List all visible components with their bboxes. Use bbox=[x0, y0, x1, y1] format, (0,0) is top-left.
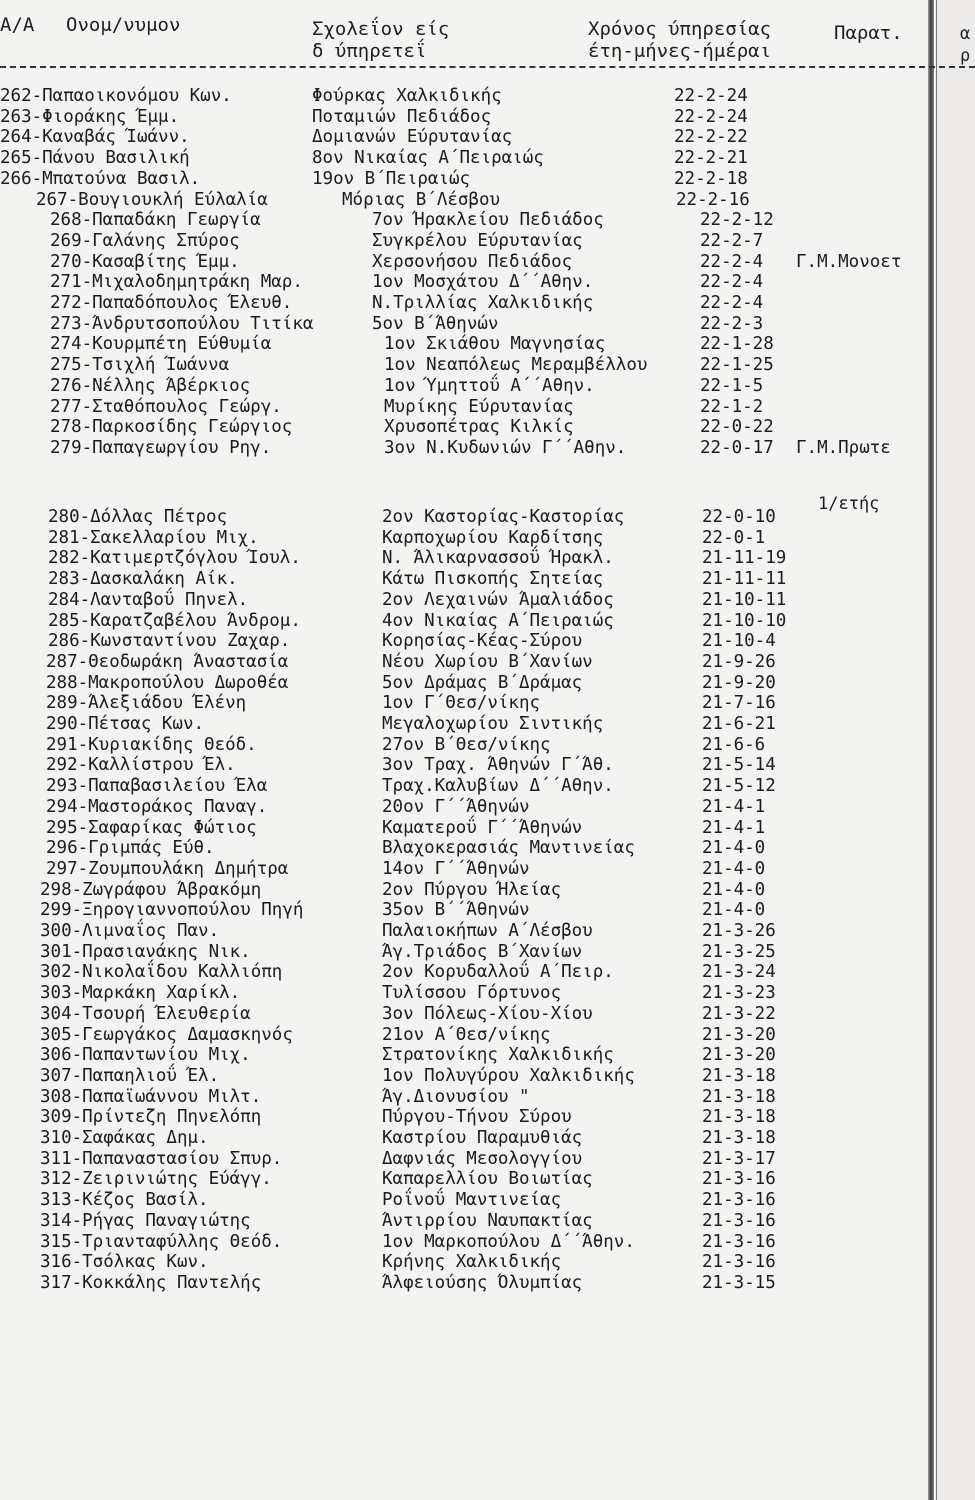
table-row bbox=[0, 210, 930, 231]
row-name: 294-Μαστοράκος Παναγ. bbox=[46, 796, 268, 817]
table-row bbox=[0, 417, 930, 438]
row-school: Ποταμιών Πεδιάδος bbox=[312, 106, 492, 127]
row-service: 21-3-20 bbox=[702, 1045, 776, 1066]
side-note: 1/ετής bbox=[818, 494, 880, 514]
row-service: 21-3-18 bbox=[702, 1065, 776, 1086]
row-service: 21-5-14 bbox=[702, 755, 776, 776]
row-school: Τυλίσσου Γόρτυνος bbox=[382, 983, 562, 1004]
row-remark: Γ.Μ.Πρωτε bbox=[796, 437, 891, 458]
row-name: 271-Μιχαλοδημητράκη Μαρ. bbox=[50, 272, 303, 293]
row-service: 22-2-18 bbox=[674, 168, 748, 189]
row-name: 284-Λανταβοΰ Πηνελ. bbox=[48, 589, 249, 610]
row-service: 21-10-11 bbox=[702, 589, 787, 610]
row-name: 270-Κασαβίτης Έμμ. bbox=[50, 251, 240, 272]
table-row bbox=[0, 590, 930, 611]
row-name: 287-Θεοδωράκη Άναστασία bbox=[46, 651, 289, 672]
row-name: 282-Κατιμερτζόγλου Ίουλ. bbox=[48, 548, 301, 569]
row-school: 1ον Μοσχάτου Δ΄΄Αθην. bbox=[372, 272, 594, 293]
row-name: 273-Άνδρυτσοπούλου Τιτίκα bbox=[50, 313, 314, 334]
table-row bbox=[0, 921, 930, 942]
row-name: 267-Βουγιουκλή Εύλαλία bbox=[36, 189, 268, 210]
row-name: 288-Μακροπούλου Δωροθέα bbox=[46, 672, 289, 693]
table-row bbox=[0, 1273, 930, 1294]
row-service: 21-3-15 bbox=[702, 1272, 776, 1293]
table-row bbox=[0, 1004, 930, 1025]
table-row bbox=[0, 735, 930, 756]
row-service: 21-3-24 bbox=[702, 962, 776, 983]
row-name: 300-Λιμναΐος Παν. bbox=[40, 921, 220, 941]
row-name: 314-Ρήγας Παναγιώτης bbox=[40, 1210, 251, 1231]
row-name: 265-Πάνου Βασιλική bbox=[0, 148, 190, 169]
row-school: 21ον Α΄Θεσ/νίκης bbox=[382, 1024, 551, 1045]
row-name: 310-Σαφάκας Δημ. bbox=[40, 1128, 209, 1148]
row-service: 21-6-6 bbox=[702, 734, 766, 755]
table-row bbox=[0, 148, 930, 169]
row-service: 21-6-21 bbox=[702, 714, 776, 734]
row-school: 2ον Κορυδαλλοΰ Α΄Πειρ. bbox=[382, 962, 614, 983]
row-service: 21-10-4 bbox=[702, 631, 776, 652]
row-service: 22-2-4 bbox=[700, 272, 764, 293]
row-name: 302-Νικολαΐδου Καλλιόπη bbox=[40, 962, 283, 983]
table-row bbox=[0, 693, 930, 714]
row-name: 280-Δόλλας Πέτρος bbox=[48, 507, 228, 527]
row-name: 272-Παπαδόπουλος Έλευθ. bbox=[50, 293, 293, 313]
row-school: 35ον Β΄΄Άθηνών bbox=[382, 900, 530, 921]
row-name: 291-Κυριακίδης Θεόδ. bbox=[46, 734, 257, 755]
table-row bbox=[0, 314, 930, 335]
row-service: 22-2-22 bbox=[674, 127, 748, 148]
row-school: 5ον Δράμας Β΄Δράμας bbox=[382, 672, 583, 693]
margin-stamp bbox=[2, 1040, 24, 1460]
row-remark: Γ.Μ.Μονοετ bbox=[796, 251, 902, 272]
row-name: 266-Μπατούνα Βασιλ. bbox=[0, 168, 201, 189]
row-name: 263-Φιοράκης Έμμ. bbox=[0, 106, 180, 127]
row-name: 290-Πέτσας Κων. bbox=[46, 714, 205, 734]
row-name: 293-Παπαβασιλείου Έλα bbox=[46, 776, 268, 797]
row-school: 20ον Γ΄΄Άθηνών bbox=[382, 796, 530, 817]
table-row bbox=[0, 569, 930, 590]
row-school: Παλαιοκήπων Α΄Λέσβου bbox=[382, 921, 593, 941]
table-row bbox=[0, 190, 930, 211]
table-row bbox=[0, 900, 930, 921]
table-row bbox=[0, 355, 930, 376]
row-service: 21-3-18 bbox=[702, 1128, 776, 1148]
row-service: 22-2-3 bbox=[700, 313, 764, 334]
row-service: 22-2-4 bbox=[700, 293, 764, 313]
row-name: 285-Καρατζαβέλου Άνδρομ. bbox=[48, 610, 301, 631]
row-service: 22-1-5 bbox=[700, 375, 764, 396]
row-service: 22-2-24 bbox=[674, 106, 748, 127]
row-service: 21-3-23 bbox=[702, 983, 776, 1004]
row-name: 296-Γριμπάς Εύθ. bbox=[46, 838, 215, 859]
header-service-line1: Χρόνος ύπηρεσίας bbox=[588, 18, 772, 40]
table-row bbox=[0, 755, 930, 776]
row-service: 21-7-16 bbox=[702, 693, 776, 714]
row-name: 283-Δασκαλάκη Αίκ. bbox=[48, 569, 238, 590]
table-row bbox=[0, 528, 930, 549]
row-name: 269-Γαλάνης Σπύρος bbox=[50, 230, 240, 251]
row-service: 21-11-11 bbox=[702, 569, 787, 590]
table-row bbox=[0, 673, 930, 694]
row-school: Μυρίκης Εύρυτανίας bbox=[384, 396, 574, 417]
row-service: 22-1-25 bbox=[700, 355, 774, 376]
row-school: 1ον Μαρκοπούλου Δ΄΄Άθην. bbox=[382, 1231, 635, 1252]
table-row bbox=[0, 507, 930, 528]
row-school: Συγκρέλου Εύρυτανίας bbox=[372, 230, 583, 251]
row-service: 22-2-24 bbox=[674, 86, 748, 106]
row-school: 1ον Σκιάθου Μαγνησίας bbox=[384, 334, 606, 355]
table-row bbox=[0, 714, 930, 735]
row-school: Καπαρελλίου Βοιωτίας bbox=[382, 1169, 593, 1190]
row-school: Δομιανών Εύρυτανίας bbox=[312, 127, 513, 148]
row-school: Ν. Άλικαρνασσοΰ Ήρακλ. bbox=[382, 548, 614, 569]
row-name: 303-Μαρκάκη Χαρίκλ. bbox=[40, 983, 241, 1004]
table-row bbox=[0, 86, 930, 107]
row-school: Μόριας Β΄Λέσβου bbox=[342, 189, 501, 210]
row-school: 1ον Ύμηττοΰ Α΄΄Αθην. bbox=[384, 375, 595, 396]
row-school: Στρατονίκης Χαλκιδικής bbox=[382, 1045, 614, 1066]
row-school: 2ον Πύργου Ήλείας bbox=[382, 879, 562, 900]
row-school: Κάτω Πισκοπής Σητείας bbox=[382, 569, 604, 590]
row-school: 1ον Γ΄Θεσ/νίκης bbox=[382, 693, 541, 714]
row-service: 22-0-22 bbox=[700, 417, 774, 438]
row-name: 305-Γεωργάκος Δαμασκηνός bbox=[40, 1024, 293, 1045]
table-row bbox=[0, 252, 930, 273]
table-row bbox=[0, 859, 930, 880]
header-rule bbox=[0, 66, 975, 68]
row-name: 306-Παπαντωνίου Μιχ. bbox=[40, 1045, 251, 1066]
table-row bbox=[0, 231, 930, 252]
row-school: Καματεροΰ Γ΄΄Άθηνών bbox=[382, 817, 583, 838]
row-service: 21-3-25 bbox=[702, 941, 776, 962]
row-school: 4ον Νικαίας Α΄Πειραιώς bbox=[382, 610, 614, 631]
table-row bbox=[0, 397, 930, 418]
row-service: 21-4-0 bbox=[702, 838, 766, 859]
row-school: 3ον Ν.Κυδωνιών Γ΄΄Αθην. bbox=[384, 437, 627, 458]
table-row bbox=[0, 1211, 930, 1232]
row-service: 21-3-20 bbox=[702, 1024, 776, 1045]
row-name: 262-Παπαοικονόμου Κων. bbox=[0, 86, 232, 106]
row-service: 21-4-0 bbox=[702, 900, 766, 921]
row-name: 304-Τσουρή Έλευθερία bbox=[40, 1003, 251, 1024]
table-row bbox=[0, 1190, 930, 1211]
row-name: 275-Τσιχλή Ίωάννα bbox=[50, 355, 230, 376]
table-row bbox=[0, 838, 930, 859]
table-row bbox=[0, 107, 930, 128]
row-school: Μεγαλοχωρίου Σιντικής bbox=[382, 714, 604, 734]
row-service: 21-3-16 bbox=[702, 1190, 776, 1211]
row-service: 22-2-21 bbox=[674, 148, 748, 169]
row-name: 268-Παπαδάκη Γεωργία bbox=[50, 210, 261, 231]
row-school: Δαφνιάς Μεσολογγίου bbox=[382, 1148, 583, 1169]
row-name: 299-Ξηρογιαννοπούλου Πηγή bbox=[40, 900, 304, 921]
row-school: Άντιρρίου Ναυπακτίας bbox=[382, 1210, 593, 1231]
row-name: 277-Σταθόπουλος Γεώργ. bbox=[50, 396, 282, 417]
row-school: 7ον Ήρακλείου Πεδιάδος bbox=[372, 210, 604, 231]
table-row bbox=[0, 962, 930, 983]
table-row bbox=[0, 880, 930, 901]
table-row bbox=[0, 127, 930, 148]
row-school: Καστρίου Παραμυθιάς bbox=[382, 1128, 583, 1148]
table-row bbox=[0, 376, 930, 397]
row-school: 8ον Νικαίας Α΄Πειραιώς bbox=[312, 148, 544, 169]
row-name: 316-Τσόλκας Κων. bbox=[40, 1252, 209, 1273]
row-service: 22-2-12 bbox=[700, 210, 774, 231]
row-name: 309-Πρίντεζη Πηνελόπη bbox=[40, 1107, 262, 1128]
row-service: 22-1-28 bbox=[700, 334, 774, 355]
row-service: 21-3-18 bbox=[702, 1107, 776, 1128]
row-school: 3ον Πόλεως-Χίου-Χίου bbox=[382, 1003, 593, 1024]
row-name: 312-Ζειρινιώτης Εύάγγ. bbox=[40, 1169, 272, 1190]
table-row bbox=[0, 1232, 930, 1253]
row-name: 276-Νέλλης Άβέρκιος bbox=[50, 375, 251, 396]
row-school: Άλφειούσης Όλυμπίας bbox=[382, 1272, 583, 1293]
header-school-line2: δ ύπηρετεΐ bbox=[312, 40, 427, 62]
row-name: 308-Παπαϊωάννου Μιλτ. bbox=[40, 1086, 262, 1107]
row-school: 2ον Λεχαινών Άμαλιάδος bbox=[382, 589, 614, 610]
row-school: 1ον Νεαπόλεως Μεραμβέλλου bbox=[384, 355, 648, 376]
edge-letter: α bbox=[960, 24, 971, 44]
edge-letter: ρ bbox=[960, 46, 971, 66]
header-service-line2: έτη-μήνες-ήμέραι bbox=[588, 40, 772, 62]
row-name: 298-Ζωγράφου Άβρακόμη bbox=[40, 879, 262, 900]
table-row bbox=[0, 272, 930, 293]
table-row bbox=[0, 1169, 930, 1190]
table-row bbox=[0, 293, 930, 314]
header-aa: Α/Α bbox=[0, 14, 35, 36]
row-name: 278-Παρκοσίδης Γεώργιος bbox=[50, 417, 293, 438]
row-name: 295-Σαφαρίκας Φώτιος bbox=[46, 817, 257, 838]
row-service: 22-0-10 bbox=[702, 507, 776, 527]
row-service: 22-0-1 bbox=[702, 527, 766, 548]
row-school: Άγ.Τριάδος Β΄Χανίων bbox=[382, 941, 583, 962]
row-service: 21-5-12 bbox=[702, 776, 776, 797]
table-row bbox=[0, 818, 930, 839]
row-school: Βλαχοκερασιάς Μαντινείας bbox=[382, 838, 635, 859]
row-service: 21-3-16 bbox=[702, 1169, 776, 1190]
row-name: 292-Καλλίστρου Έλ. bbox=[46, 755, 236, 776]
row-school: Τραχ.Καλυβίων Δ΄΄Αθην. bbox=[382, 776, 614, 797]
row-service: 21-4-1 bbox=[702, 796, 766, 817]
row-name: 313-Κέζος Βασίλ. bbox=[40, 1190, 209, 1211]
row-name: 315-Τριανταφύλλης Θεόδ. bbox=[40, 1231, 283, 1252]
row-service: 21-4-1 bbox=[702, 817, 766, 838]
row-service: 21-3-16 bbox=[702, 1252, 776, 1273]
row-school: Φούρκας Χαλκιδικής bbox=[312, 86, 502, 106]
header-school-line1: Σχολεΐον είς bbox=[312, 18, 450, 40]
row-service: 21-3-22 bbox=[702, 1003, 776, 1024]
row-service: 21-3-18 bbox=[702, 1086, 776, 1107]
row-school: Νέου Χωρίου Β΄Χανίων bbox=[382, 651, 593, 672]
table-row bbox=[0, 438, 930, 459]
row-service: 22-2-7 bbox=[700, 230, 764, 251]
table-row bbox=[0, 1107, 930, 1128]
adjacent-page-edge bbox=[936, 0, 975, 1500]
row-school: 2ον Καστορίας-Καστορίας bbox=[382, 507, 625, 527]
row-name: 286-Κωνσταντίνου Ζαχαρ. bbox=[48, 631, 291, 652]
table-row bbox=[0, 942, 930, 963]
row-school: Καρποχωρίου Καρδίτσης bbox=[382, 527, 604, 548]
table-row bbox=[0, 1025, 930, 1046]
row-name: 307-Παπαηλιοΰ Έλ. bbox=[40, 1065, 220, 1086]
table-row bbox=[0, 1252, 930, 1273]
table-row bbox=[0, 797, 930, 818]
row-school: 1ον Πολυγύρου Χαλκιδικής bbox=[382, 1065, 635, 1086]
row-school: Κορησίας-Κέας-Σύρου bbox=[382, 631, 583, 652]
row-name: 279-Παπαγεωργίου Ρηγ. bbox=[50, 437, 272, 458]
row-service: 21-11-19 bbox=[702, 548, 787, 569]
table-row bbox=[0, 169, 930, 190]
row-service: 21-9-20 bbox=[702, 672, 776, 693]
row-school: 19ον Β΄Πειραιώς bbox=[312, 168, 471, 189]
row-school: Ν.Τριλλίας Χαλκιδικής bbox=[372, 293, 594, 313]
row-service: 21-3-16 bbox=[702, 1231, 776, 1252]
table-row bbox=[0, 1149, 930, 1170]
table-row bbox=[0, 983, 930, 1004]
row-name: 297-Ζουμπουλάκη Δημήτρα bbox=[46, 858, 289, 879]
table-row bbox=[0, 1066, 930, 1087]
table-row bbox=[0, 631, 930, 652]
row-school: Πύργου-Τήνου Σύρου bbox=[382, 1107, 572, 1128]
row-service: 22-2-4 bbox=[700, 251, 764, 272]
row-name: 289-Άλεξιάδου Έλένη bbox=[46, 693, 247, 714]
table-row bbox=[0, 1045, 930, 1066]
row-school: Άγ.Διονυσίου " bbox=[382, 1086, 530, 1107]
row-name: 311-Παπαναστασίου Σπυρ. bbox=[40, 1148, 283, 1169]
row-service: 21-3-17 bbox=[702, 1148, 776, 1169]
row-name: 317-Κοκκάλης Παντελής bbox=[40, 1272, 262, 1293]
row-service: 21-4-0 bbox=[702, 858, 766, 879]
table-row bbox=[0, 1128, 930, 1149]
row-service: 21-4-0 bbox=[702, 879, 766, 900]
table-row bbox=[0, 652, 930, 673]
table-row bbox=[0, 776, 930, 797]
table-row bbox=[0, 611, 930, 632]
row-name: 274-Κουρμπέτη Εύθυμία bbox=[50, 334, 272, 355]
row-school: 14ον Γ΄΄Άθηνών bbox=[382, 858, 530, 879]
row-service: 21-3-16 bbox=[702, 1210, 776, 1231]
row-service: 22-0-17 bbox=[700, 437, 774, 458]
row-school: Κρήνης Χαλκιδικής bbox=[382, 1252, 562, 1273]
header-name: Ονομ/νυμον bbox=[66, 14, 181, 36]
row-school: Χερσονήσου Πεδιάδος bbox=[372, 251, 573, 272]
row-service: 21-9-26 bbox=[702, 651, 776, 672]
header-remarks: Παρατ. bbox=[834, 22, 903, 44]
row-name: 281-Σακελλαρίου Μιχ. bbox=[48, 527, 259, 548]
row-school: Ροΐνοΰ Μαντινείας bbox=[382, 1190, 562, 1211]
row-service: 21-10-10 bbox=[702, 610, 787, 631]
row-service: 22-2-16 bbox=[676, 189, 750, 210]
row-name: 264-Καναβάς Ίωάνν. bbox=[0, 127, 190, 148]
row-school: Χρυσοπέτρας Κιλκίς bbox=[384, 417, 574, 438]
row-service: 21-3-26 bbox=[702, 921, 776, 941]
table-row bbox=[0, 548, 930, 569]
row-service: 22-1-2 bbox=[700, 396, 764, 417]
table-row bbox=[0, 334, 930, 355]
row-name: 301-Πρασιανάκης Νικ. bbox=[40, 941, 251, 962]
row-school: 3ον Τραχ. Άθηνών Γ΄Άθ. bbox=[382, 755, 614, 776]
table-row bbox=[0, 1087, 930, 1108]
row-school: 27ον Β΄Θεσ/νίκης bbox=[382, 734, 551, 755]
row-school: 5ον Β΄Άθηνών bbox=[372, 313, 499, 334]
